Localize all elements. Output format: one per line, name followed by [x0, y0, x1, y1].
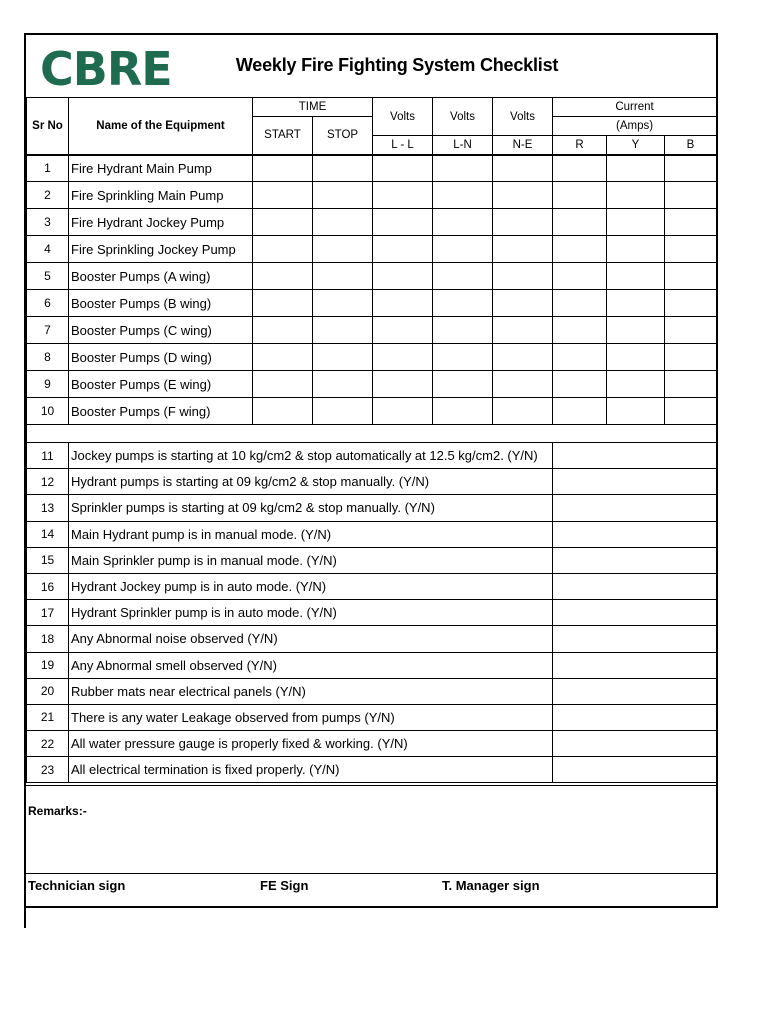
check-row — [27, 547, 717, 573]
current-y-entry-cell[interactable] — [607, 371, 665, 398]
equipment-name-cell: Booster Pumps (B wing) — [69, 290, 253, 317]
sr-no-cell: 16 — [27, 573, 69, 599]
volts-ln-header: Volts — [433, 98, 493, 136]
time-header: TIME — [253, 98, 373, 117]
stop-entry-cell[interactable] — [313, 263, 373, 290]
current-y-entry-cell[interactable] — [607, 182, 665, 209]
sr-no-cell: 19 — [27, 652, 69, 678]
current-r-entry-cell[interactable] — [553, 263, 607, 290]
stop-entry-cell[interactable] — [313, 290, 373, 317]
current-y-entry-cell[interactable] — [607, 344, 665, 371]
spacer-cell — [27, 425, 717, 443]
start-entry-cell[interactable] — [253, 344, 313, 371]
current-y-entry-cell[interactable] — [607, 263, 665, 290]
check-row — [27, 626, 717, 652]
manager-sign-label: T. Manager sign — [442, 878, 540, 893]
sr-no-cell: 14 — [27, 521, 69, 547]
volts-ln-entry-cell[interactable] — [433, 182, 493, 209]
yn-answer-cell[interactable] — [553, 731, 717, 757]
volts-ne-entry-cell[interactable] — [493, 317, 553, 344]
check-row — [27, 600, 717, 626]
check-row — [27, 573, 717, 599]
current-r-entry-cell[interactable] — [553, 344, 607, 371]
volts-ne-entry-cell[interactable] — [493, 344, 553, 371]
current-y-entry-cell[interactable] — [607, 155, 665, 182]
equipment-name-cell: Fire Sprinkling Jockey Pump — [69, 236, 253, 263]
volts-ne-header: Volts — [493, 98, 553, 136]
stop-entry-cell[interactable] — [313, 398, 373, 425]
current-b-entry-cell[interactable] — [665, 182, 717, 209]
current-y-entry-cell[interactable] — [607, 290, 665, 317]
sr-no-cell: 6 — [27, 290, 69, 317]
check-row — [27, 704, 717, 730]
technician-sign-label: Technician sign — [28, 878, 126, 893]
yn-answer-cell[interactable] — [553, 547, 717, 573]
sr-no-cell: 23 — [27, 757, 69, 783]
yn-answer-cell[interactable] — [553, 573, 717, 599]
check-row — [27, 678, 717, 704]
current-b-entry-cell[interactable] — [665, 317, 717, 344]
check-item-text: Hydrant Jockey pump is in auto mode. (Y/N) — [69, 573, 553, 599]
sr-no-cell: 9 — [27, 371, 69, 398]
stop-entry-cell[interactable] — [313, 371, 373, 398]
check-item-text: There is any water Leakage observed from pumps (Y/N) — [69, 704, 553, 730]
check-row — [27, 521, 717, 547]
sr-no-cell: 1 — [27, 155, 69, 182]
stop-header: STOP — [313, 117, 373, 155]
check-row — [27, 731, 717, 757]
equipment-name-cell: Booster Pumps (C wing) — [69, 317, 253, 344]
volts-ll-entry-cell[interactable] — [373, 209, 433, 236]
volts-ll-entry-cell[interactable] — [373, 317, 433, 344]
sr-no-cell: 4 — [27, 236, 69, 263]
remarks-section — [26, 785, 716, 835]
check-item-text: Rubber mats near electrical panels (Y/N) — [69, 678, 553, 704]
equipment-name-cell: Booster Pumps (D wing) — [69, 344, 253, 371]
current-r-entry-cell[interactable] — [553, 236, 607, 263]
equipment-row — [27, 182, 717, 209]
equipment-row — [27, 317, 717, 344]
start-entry-cell[interactable] — [253, 317, 313, 344]
current-b-entry-cell[interactable] — [665, 371, 717, 398]
yn-answer-cell[interactable] — [553, 678, 717, 704]
volts-ll-entry-cell[interactable] — [373, 182, 433, 209]
sr-no-cell: 7 — [27, 317, 69, 344]
volts-ll-entry-cell[interactable] — [373, 344, 433, 371]
sr-no-cell: 12 — [27, 469, 69, 495]
yn-answer-cell[interactable] — [553, 757, 717, 783]
volts-ne-entry-cell[interactable] — [493, 236, 553, 263]
amps-header: (Amps) — [553, 117, 717, 136]
volts-ln-entry-cell[interactable] — [433, 209, 493, 236]
stop-entry-cell[interactable] — [313, 344, 373, 371]
sr-no-cell: 5 — [27, 263, 69, 290]
yn-answer-cell[interactable] — [553, 495, 717, 521]
current-r-entry-cell[interactable] — [553, 182, 607, 209]
volts-ne-entry-cell[interactable] — [493, 209, 553, 236]
yn-answer-cell[interactable] — [553, 600, 717, 626]
volts-ln-entry-cell[interactable] — [433, 371, 493, 398]
sr-no-cell: 3 — [27, 209, 69, 236]
volts-ln-entry-cell[interactable] — [433, 236, 493, 263]
current-r-entry-cell[interactable] — [553, 371, 607, 398]
check-item-text: Any Abnormal noise observed (Y/N) — [69, 626, 553, 652]
current-b-entry-cell[interactable] — [665, 209, 717, 236]
current-b-entry-cell[interactable] — [665, 236, 717, 263]
yn-answer-cell[interactable] — [553, 652, 717, 678]
volts-ne-entry-cell[interactable] — [493, 290, 553, 317]
check-item-text: Jockey pumps is starting at 10 kg/cm2 & stop automatically at 12.5 kg/cm2. (Y/N) — [69, 443, 553, 469]
equipment-name-cell: Booster Pumps (F wing) — [69, 398, 253, 425]
sr-no-cell: 20 — [27, 678, 69, 704]
spacer-row — [27, 425, 717, 443]
volts-ll-header: Volts — [373, 98, 433, 136]
current-y-entry-cell[interactable] — [607, 236, 665, 263]
current-r-entry-cell[interactable] — [553, 209, 607, 236]
current-b-entry-cell[interactable] — [665, 398, 717, 425]
page-title — [26, 55, 716, 76]
check-item-text: All electrical termination is fixed properly. (Y/N) — [69, 757, 553, 783]
volts-ne-entry-cell[interactable] — [493, 263, 553, 290]
check-item-text: Any Abnormal smell observed (Y/N) — [69, 652, 553, 678]
volts-ll-entry-cell[interactable] — [373, 263, 433, 290]
start-entry-cell[interactable] — [253, 182, 313, 209]
equipment-name-cell: Booster Pumps (E wing) — [69, 371, 253, 398]
check-item-text: Hydrant Sprinkler pump is in auto mode. (Y/N) — [69, 600, 553, 626]
check-row — [27, 757, 717, 783]
equipment-row — [27, 236, 717, 263]
stop-entry-cell[interactable] — [313, 236, 373, 263]
volts-ln-entry-cell[interactable] — [433, 155, 493, 182]
signature-row — [26, 873, 716, 907]
volts-ne-entry-cell[interactable] — [493, 155, 553, 182]
y-phase-header: Y — [607, 136, 665, 155]
ll-header: L - L — [373, 136, 433, 155]
start-entry-cell[interactable] — [253, 155, 313, 182]
current-r-entry-cell[interactable] — [553, 155, 607, 182]
start-entry-cell[interactable] — [253, 209, 313, 236]
sr-no-cell: 13 — [27, 495, 69, 521]
sr-no-cell: 15 — [27, 547, 69, 573]
equipment-name-cell: Booster Pumps (A wing) — [69, 263, 253, 290]
current-header: Current — [553, 98, 717, 117]
check-row — [27, 652, 717, 678]
volts-ln-entry-cell[interactable] — [433, 398, 493, 425]
yn-answer-cell[interactable] — [553, 443, 717, 469]
volts-ln-entry-cell[interactable] — [433, 317, 493, 344]
sr-no-cell: 8 — [27, 344, 69, 371]
check-item-text: Main Sprinkler pump is in manual mode. (Y/N) — [69, 547, 553, 573]
equipment-row — [27, 209, 717, 236]
volts-ll-entry-cell[interactable] — [373, 398, 433, 425]
current-y-entry-cell[interactable] — [607, 317, 665, 344]
r-phase-header: R — [553, 136, 607, 155]
current-b-entry-cell[interactable] — [665, 263, 717, 290]
checklist-sheet — [24, 33, 718, 908]
equipment-row — [27, 398, 717, 425]
equipment-name-cell: Fire Sprinkling Main Pump — [69, 182, 253, 209]
volts-ne-entry-cell[interactable] — [493, 371, 553, 398]
current-y-entry-cell[interactable] — [607, 209, 665, 236]
start-header: START — [253, 117, 313, 155]
volts-ll-entry-cell[interactable] — [373, 290, 433, 317]
check-item-text: Hydrant pumps is starting at 09 kg/cm2 & stop manually. (Y/N) — [69, 469, 553, 495]
equipment-row — [27, 155, 717, 182]
ne-header: N-E — [493, 136, 553, 155]
volts-ne-entry-cell[interactable] — [493, 182, 553, 209]
title-text: Weekly Fire Fighting System Checklist — [235, 55, 559, 75]
check-row — [27, 495, 717, 521]
equipment-row — [27, 371, 717, 398]
equipment-name-cell: Fire Hydrant Main Pump — [69, 155, 253, 182]
start-entry-cell[interactable] — [253, 371, 313, 398]
stop-entry-cell[interactable] — [313, 182, 373, 209]
stop-entry-cell[interactable] — [313, 209, 373, 236]
check-row — [27, 443, 717, 469]
start-entry-cell[interactable] — [253, 236, 313, 263]
start-entry-cell[interactable] — [253, 398, 313, 425]
sr-no-header: Sr No — [27, 98, 69, 155]
checklist-table — [26, 97, 717, 783]
volts-ne-entry-cell[interactable] — [493, 398, 553, 425]
fe-sign-label: FE Sign — [260, 878, 309, 893]
volts-ln-entry-cell[interactable] — [433, 263, 493, 290]
start-entry-cell[interactable] — [253, 290, 313, 317]
remarks-label: Remarks:- — [28, 804, 87, 818]
equipment-row — [27, 344, 717, 371]
current-b-entry-cell[interactable] — [665, 155, 717, 182]
b-phase-header: B — [665, 136, 717, 155]
check-row — [27, 469, 717, 495]
yn-answer-cell[interactable] — [553, 626, 717, 652]
volts-ll-entry-cell[interactable] — [373, 155, 433, 182]
sr-no-cell: 17 — [27, 600, 69, 626]
sheet-edge-line — [24, 906, 26, 928]
yn-answer-cell[interactable] — [553, 704, 717, 730]
check-item-text: All water pressure gauge is properly fixed & working. (Y/N) — [69, 731, 553, 757]
yn-answer-cell[interactable] — [553, 469, 717, 495]
volts-ll-entry-cell[interactable] — [373, 236, 433, 263]
sr-no-cell: 21 — [27, 704, 69, 730]
equipment-name-cell: Fire Hydrant Jockey Pump — [69, 209, 253, 236]
sr-no-cell: 10 — [27, 398, 69, 425]
equipment-name-header: Name of the Equipment — [69, 98, 253, 155]
ln-header: L-N — [433, 136, 493, 155]
current-b-entry-cell[interactable] — [665, 290, 717, 317]
equipment-row — [27, 263, 717, 290]
volts-ln-entry-cell[interactable] — [433, 344, 493, 371]
sr-no-cell: 11 — [27, 443, 69, 469]
stop-entry-cell[interactable] — [313, 155, 373, 182]
current-r-entry-cell[interactable] — [553, 398, 607, 425]
sr-no-cell: 2 — [27, 182, 69, 209]
current-r-entry-cell[interactable] — [553, 317, 607, 344]
check-item-text: Sprinkler pumps is starting at 09 kg/cm2 & stop manually. (Y/N) — [69, 495, 553, 521]
current-r-entry-cell[interactable] — [553, 290, 607, 317]
stop-entry-cell[interactable] — [313, 317, 373, 344]
yn-answer-cell[interactable] — [553, 521, 717, 547]
volts-ll-entry-cell[interactable] — [373, 371, 433, 398]
equipment-row — [27, 290, 717, 317]
current-b-entry-cell[interactable] — [665, 344, 717, 371]
cbre-logo: CBRE — [40, 42, 172, 96]
sr-no-cell: 22 — [27, 731, 69, 757]
check-item-text: Main Hydrant pump is in manual mode. (Y/N) — [69, 521, 553, 547]
current-y-entry-cell[interactable] — [607, 398, 665, 425]
volts-ln-entry-cell[interactable] — [433, 290, 493, 317]
start-entry-cell[interactable] — [253, 263, 313, 290]
sr-no-cell: 18 — [27, 626, 69, 652]
